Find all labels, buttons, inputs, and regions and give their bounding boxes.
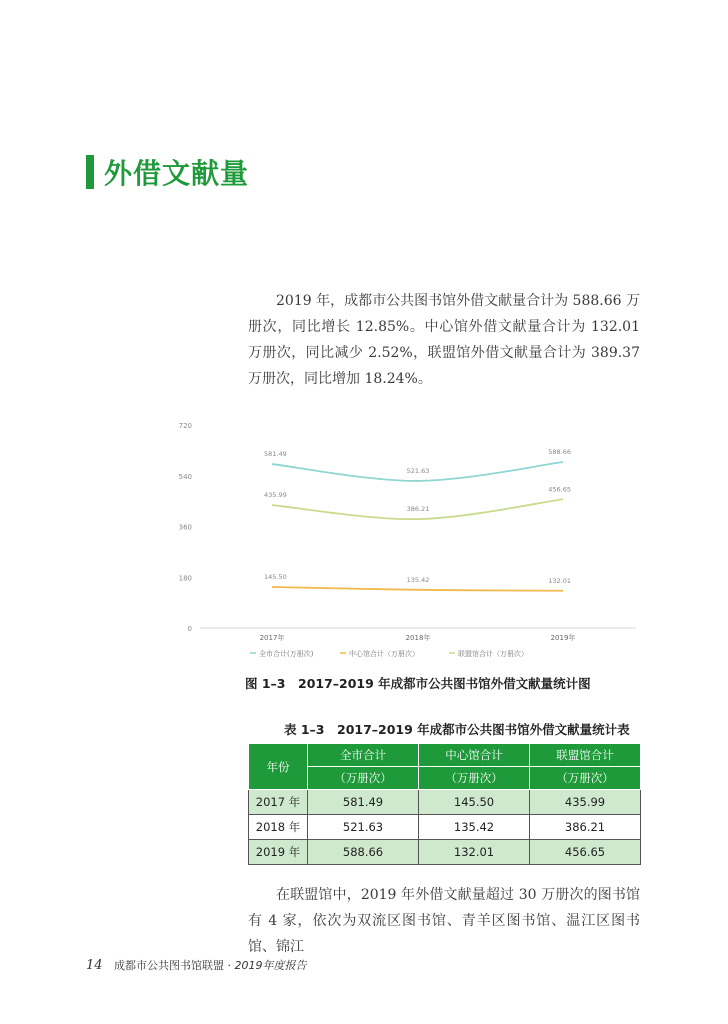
intro-paragraph: 2019 年，成都市公共图书馆外借文献量合计为 588.66 万册次，同比增长 12.85%。中心馆外借文献量合计为 132.01 万册次，同比减少 2.52%，联盟馆外借文献量合计为 389.37 万册次，同比增加 18.24%。	[248, 293, 640, 387]
page-number: 14	[86, 958, 103, 973]
y-tick-label: 360	[178, 523, 192, 532]
table-cell: 581.49	[308, 790, 419, 815]
x-tick-label: 2018年	[405, 634, 431, 642]
data-label: 588.66	[548, 448, 571, 457]
y-tick-label: 180	[178, 574, 192, 583]
table-caption: 表 1–3 2017–2019 年成都市公共图书馆外借文献量统计表	[284, 722, 630, 737]
figure-caption: 图 1–3 2017–2019 年成都市公共图书馆外借文献量统计图	[245, 676, 591, 691]
table-cell: 521.63	[308, 815, 419, 840]
data-label: 386.21	[406, 505, 430, 514]
data-label: 145.50	[264, 572, 287, 581]
data-label: 456.65	[548, 485, 571, 494]
legend-label: 联盟馆合计（万册次）	[458, 650, 528, 658]
table-cell: 386.21	[530, 815, 641, 840]
footer-separator: ·	[227, 959, 232, 972]
data-label: 435.99	[264, 491, 287, 500]
table-cell: 2018 年	[249, 815, 308, 840]
header-member-unit: （万册次）	[530, 767, 641, 790]
section-title: 外借文献量	[104, 157, 250, 190]
table-cell: 2019 年	[249, 840, 308, 865]
legend-label: 全市合计(万册次)	[259, 650, 314, 658]
stats-table	[248, 743, 641, 865]
data-label: 521.63	[406, 466, 430, 475]
table-cell: 456.65	[530, 840, 641, 865]
table-row	[249, 840, 641, 865]
x-tick-label: 2019年	[550, 634, 576, 642]
table-cell: 145.50	[419, 790, 530, 815]
header-member: 联盟馆合计	[530, 744, 641, 767]
data-label: 581.49	[264, 450, 287, 459]
table-cell: 135.42	[419, 815, 530, 840]
page-footer	[86, 957, 307, 973]
table-cell: 435.99	[530, 790, 641, 815]
table-cell: 2017 年	[249, 790, 308, 815]
data-label: 135.42	[406, 575, 430, 584]
header-total-unit: （万册次）	[308, 767, 419, 790]
y-tick-label: 720	[178, 422, 192, 430]
x-tick-label: 2017年	[259, 634, 285, 642]
data-label: 132.01	[548, 576, 571, 585]
footer-subtitle: 2019年度报告	[234, 959, 307, 972]
table-cell: 588.66	[308, 840, 419, 865]
header-central-unit: （万册次）	[419, 767, 530, 790]
footer-title: 成都市公共图书馆联盟	[114, 959, 225, 972]
table-row	[249, 815, 641, 840]
header-total: 全市合计	[308, 744, 419, 767]
y-tick-label: 540	[178, 472, 192, 481]
legend-label: 中心馆合计（万册次）	[349, 650, 419, 658]
header-year: 年份	[249, 744, 308, 790]
body-paragraph: 在联盟馆中，2019 年外借文献量超过 30 万册次的图书馆有 4 家，依次为双流区图书馆、青羊区图书馆、温江区图书馆、锦江	[248, 887, 640, 955]
series-line-1	[272, 587, 563, 591]
y-tick-label: 0	[187, 625, 192, 633]
header-central: 中心馆合计	[419, 744, 530, 767]
table-row	[249, 790, 641, 815]
table-cell: 132.01	[419, 840, 530, 865]
